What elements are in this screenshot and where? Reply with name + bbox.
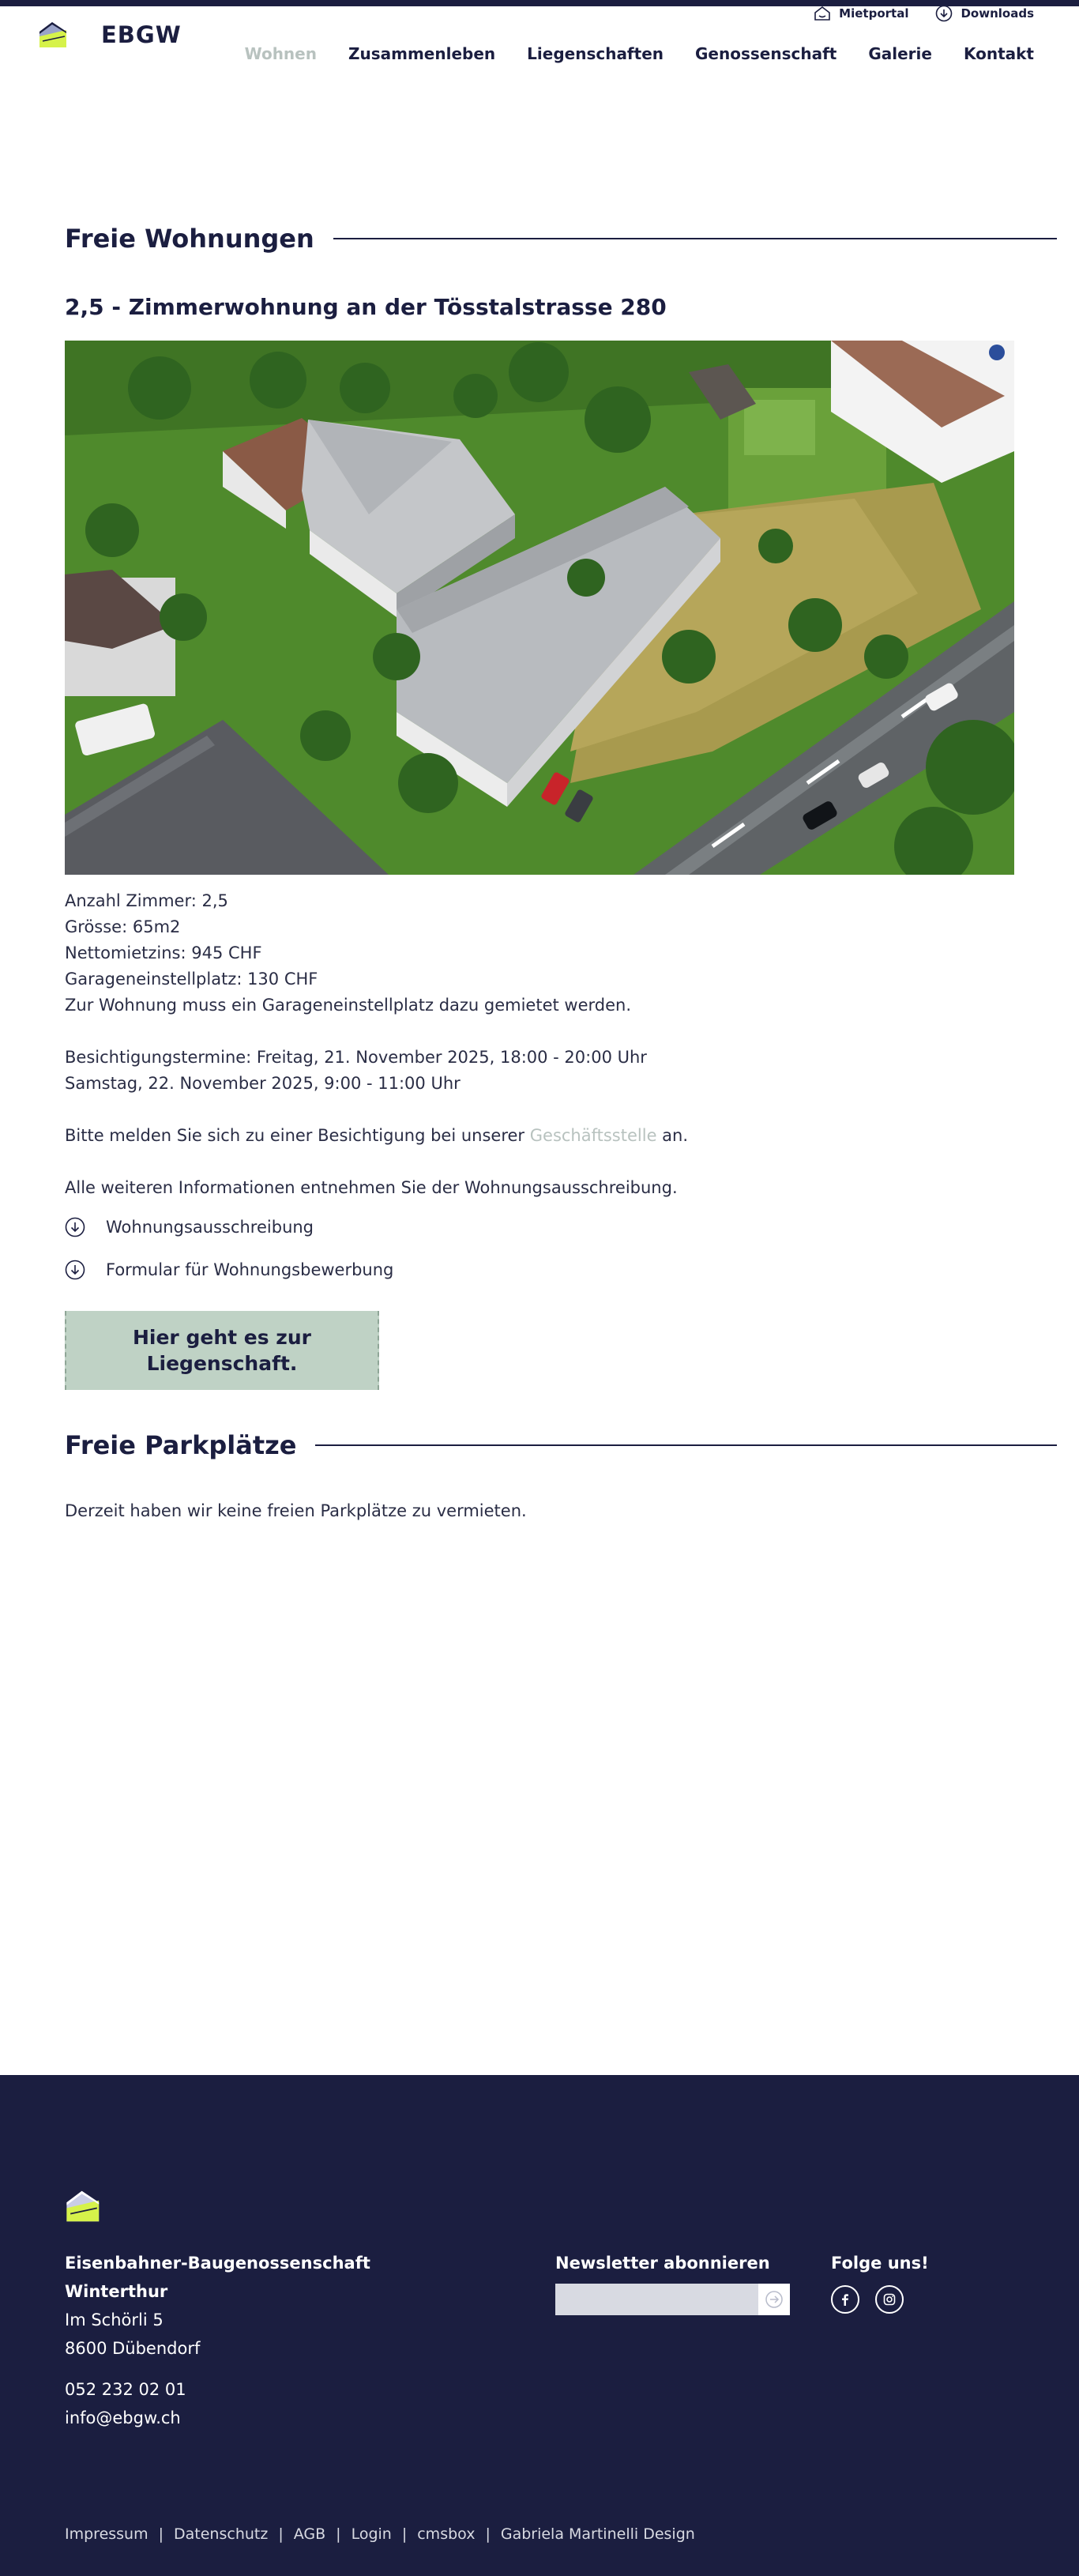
mietportal-link[interactable] [814, 3, 908, 24]
cta-line-2: Liegenschaft. [146, 1352, 298, 1375]
instagram-link[interactable] [875, 2285, 904, 2314]
info-paragraph: Alle weiteren Informationen entnehmen Sie der Wohnungsausschreibung. [65, 1178, 678, 1197]
logo-house-icon [38, 21, 70, 49]
aerial-photo [65, 341, 1014, 875]
download-icon [65, 1217, 85, 1237]
house-icon [814, 6, 831, 21]
nav-item-wohnen[interactable]: Wohnen [244, 44, 317, 63]
contact-text-after: an. [656, 1126, 689, 1145]
social-title: Folge uns! [831, 2254, 929, 2273]
newsletter-email-input[interactable] [555, 2284, 758, 2315]
section-title: Freie Wohnungen [65, 224, 314, 254]
download-label: Wohnungsausschreibung [106, 1218, 314, 1237]
newsletter-submit-button[interactable] [758, 2284, 790, 2315]
phone-link[interactable]: 052 232 02 01 [65, 2380, 186, 2399]
utility-nav [814, 3, 1034, 24]
parking-info: Derzeit haben wir keine freien Parkplätze zu vermieten. [65, 1501, 527, 1520]
viewing-date-1: Besichtigungstermine: Freitag, 21. November 2025, 18:00 - 20:00 Uhr [65, 1048, 647, 1067]
instagram-icon [882, 2292, 897, 2307]
downloads-label: Downloads [961, 6, 1034, 21]
geschaeftsstelle-link[interactable]: Geschäftsstelle [529, 1126, 657, 1145]
footer-contact [65, 2375, 186, 2432]
logo-house-icon [65, 2189, 103, 2224]
facebook-icon [838, 2292, 852, 2307]
nav-item-liegenschaften[interactable]: Liegenschaften [527, 44, 664, 63]
footer-link-impressum[interactable]: Impressum [65, 2525, 149, 2543]
footer-link-designer[interactable]: Gabriela Martinelli Design [500, 2525, 695, 2543]
arrow-right-icon [765, 2290, 784, 2309]
header-logo[interactable] [38, 21, 182, 49]
main-nav [245, 44, 1034, 63]
social [831, 2249, 929, 2314]
detail-garage-note: Zur Wohnung muss ein Garageneinstellplatz dazu gemietet werden. [65, 996, 632, 1015]
email-link[interactable]: info@ebgw.ch [65, 2408, 181, 2427]
detail-size: Grösse: 65m2 [65, 917, 181, 936]
viewing-date-2: Samstag, 22. November 2025, 9:00 - 11:00 Uhr [65, 1074, 461, 1093]
nav-item-zusammenleben[interactable]: Zusammenleben [348, 44, 496, 63]
cta-line-1: Hier geht es zur [132, 1326, 311, 1349]
section-divider [333, 238, 1057, 239]
street: Im Schörli 5 [65, 2310, 164, 2329]
footer-address [65, 2249, 370, 2363]
download-icon [65, 1260, 85, 1280]
org-name-line-2: Winterthur [65, 2282, 168, 2301]
footer-link-agb[interactable]: AGB [293, 2525, 326, 2543]
mietportal-label: Mietportal [839, 6, 909, 21]
download-label: Formular für Wohnungsbewerbung [106, 1260, 394, 1279]
contact-paragraph [65, 1123, 1013, 1149]
liegenschaft-button[interactable] [65, 1311, 379, 1390]
facebook-link[interactable] [831, 2285, 859, 2314]
download-formular[interactable] [65, 1260, 393, 1280]
section-title: Freie Parkplätze [65, 1430, 297, 1460]
detail-garage: Garageneinstellplatz: 130 CHF [65, 970, 318, 989]
footer-link-login[interactable]: Login [351, 2525, 392, 2543]
city: 8600 Dübendorf [65, 2339, 201, 2358]
brand-name: EBGW [101, 21, 182, 48]
apartment-title: 2,5 - Zimmerwohnung an der Tösstalstrasse 280 [65, 294, 667, 320]
footer-links: Impressum | Datenschutz | AGB | Login | cmsbox | Gabriela Martinelli Design [65, 2525, 695, 2543]
nav-item-kontakt[interactable]: Kontakt [963, 44, 1034, 63]
section-freie-parkplaetze [65, 1430, 1057, 1460]
downloads-link[interactable] [935, 3, 1034, 24]
nav-item-galerie[interactable]: Galerie [868, 44, 932, 63]
footer-link-cmsbox[interactable]: cmsbox [417, 2525, 476, 2543]
detail-rent: Nettomietzins: 945 CHF [65, 943, 262, 962]
newsletter-title: Newsletter abonnieren [555, 2254, 770, 2273]
section-divider [315, 1444, 1057, 1446]
section-freie-wohnungen [65, 224, 1057, 254]
apartment-description [65, 888, 1013, 1201]
download-icon [935, 5, 953, 22]
newsletter-form [555, 2284, 790, 2315]
newsletter [555, 2249, 790, 2315]
contact-text-before: Bitte melden Sie sich zu einer Besichtigung bei unserer [65, 1126, 530, 1145]
footer-logo[interactable] [65, 2189, 103, 2227]
org-name-line-1: Eisenbahner-Baugenossenschaft [65, 2254, 370, 2273]
download-wohnungsausschreibung[interactable] [65, 1217, 314, 1237]
footer-link-datenschutz[interactable]: Datenschutz [174, 2525, 269, 2543]
footer [0, 2075, 1079, 2576]
detail-rooms: Anzahl Zimmer: 2,5 [65, 891, 228, 910]
nav-item-genossenschaft[interactable]: Genossenschaft [695, 44, 837, 63]
